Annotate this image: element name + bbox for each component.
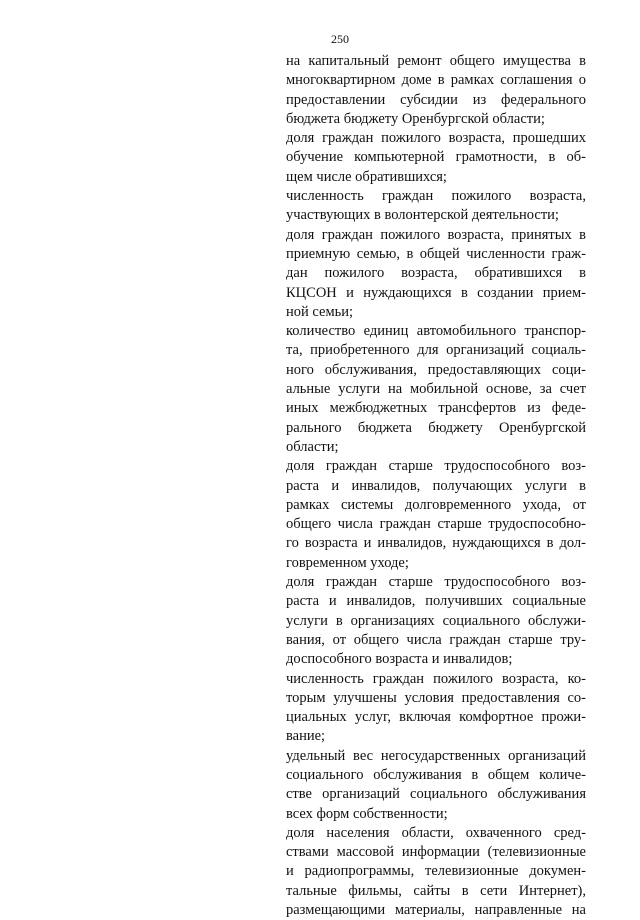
text-line: ного обслуживания, предоставляющих соци-: [286, 361, 586, 378]
paragraph: [286, 226, 586, 322]
text-line: услуги в организациях социального обслужи-: [286, 612, 586, 629]
text-line: доля граждан старше трудоспособного воз-: [286, 574, 586, 591]
text-line: доля граждан пожилого возраста, принятых в: [286, 226, 586, 243]
paragraph: [286, 457, 586, 573]
text-line: рального бюджета бюджету Оренбургской: [286, 419, 586, 436]
text-line: тальные фильмы, сайты в сети Интернет),: [286, 882, 586, 899]
text-line: вание;: [286, 728, 326, 745]
text-line: торым улучшены условия предоставления со-: [286, 689, 586, 706]
paragraph: [286, 670, 586, 747]
paragraph: [286, 824, 586, 920]
text-line: доля граждан старше трудоспособного воз-: [286, 458, 586, 475]
text-line: раста и инвалидов, получающих услуги в: [286, 477, 586, 494]
page-number: 250: [331, 32, 349, 46]
text-line: альные услуги на мобильной основе, за счет: [286, 381, 586, 398]
text-line: социального обслуживания в общем количе-: [286, 766, 586, 783]
text-line: предоставлении субсидии из федерального: [286, 91, 586, 108]
text-line: численность граждан пожилого возраста, ко-: [286, 670, 586, 687]
text-line: и радиопрограммы, телевизионные докумен-: [286, 863, 586, 880]
text-line: доспособного возраста и инвалидов;: [286, 651, 513, 668]
text-line: удельный вес негосударственных организаций: [286, 747, 586, 764]
text-line: вания, от общего числа граждан старше тру-: [286, 631, 586, 648]
paragraph: [286, 129, 586, 187]
text-line: стве организаций социального обслуживания: [286, 786, 586, 803]
text-line: ствами массовой информации (телевизионные: [286, 844, 586, 861]
text-line: общего числа граждан старше трудоспособно-: [286, 516, 586, 533]
text-line: иных межбюджетных трансфертов из феде-: [286, 400, 586, 417]
document-body: [286, 52, 586, 920]
paragraph: [286, 573, 586, 669]
text-line: обучение компьютерной грамотности, в об-: [286, 149, 586, 166]
text-line: области;: [286, 438, 339, 455]
text-line: го возраста и инвалидов, нуждающихся в дол-: [286, 535, 586, 552]
paragraph: [286, 322, 586, 457]
text-line: размещающими материалы, направленные на: [286, 902, 586, 919]
text-line: КЦСОН и нуждающихся в создании прием-: [286, 284, 586, 301]
text-line: говременном уходе;: [286, 554, 409, 571]
text-line: рамках системы долговременного ухода, от: [286, 496, 586, 513]
text-line: доля населения области, охваченного сред-: [286, 824, 586, 841]
paragraph: [286, 747, 586, 824]
paragraph: [286, 52, 586, 129]
text-line: на капитальный ремонт общего имущества в: [286, 53, 586, 69]
text-line: дан пожилого возраста, обратившихся в: [286, 265, 586, 282]
text-line: приемную семью, в общей численности граж-: [286, 245, 586, 262]
text-line: многоквартирном доме в рамках соглашения о: [286, 72, 586, 89]
text-line: раста и инвалидов, получивших социальные: [286, 593, 586, 610]
text-line: количество единиц автомобильного транспор-: [286, 323, 586, 340]
text-line: численность граждан пожилого возраста,: [286, 188, 586, 205]
text-line: бюджета бюджету Оренбургской области;: [286, 110, 545, 127]
text-line: ной семьи;: [286, 303, 354, 320]
paragraph: [286, 187, 586, 226]
text-line: участвующих в волонтерской деятельности;: [286, 207, 559, 224]
text-line: та, приобретенного для организаций социаль-: [286, 342, 586, 359]
text-line: доля граждан пожилого возраста, прошедших: [286, 130, 586, 147]
text-line: щем числе обратившихся;: [286, 168, 447, 185]
text-line: циальных услуг, включая комфортное прожи-: [286, 709, 586, 726]
text-line: всех форм собственности;: [286, 805, 448, 822]
